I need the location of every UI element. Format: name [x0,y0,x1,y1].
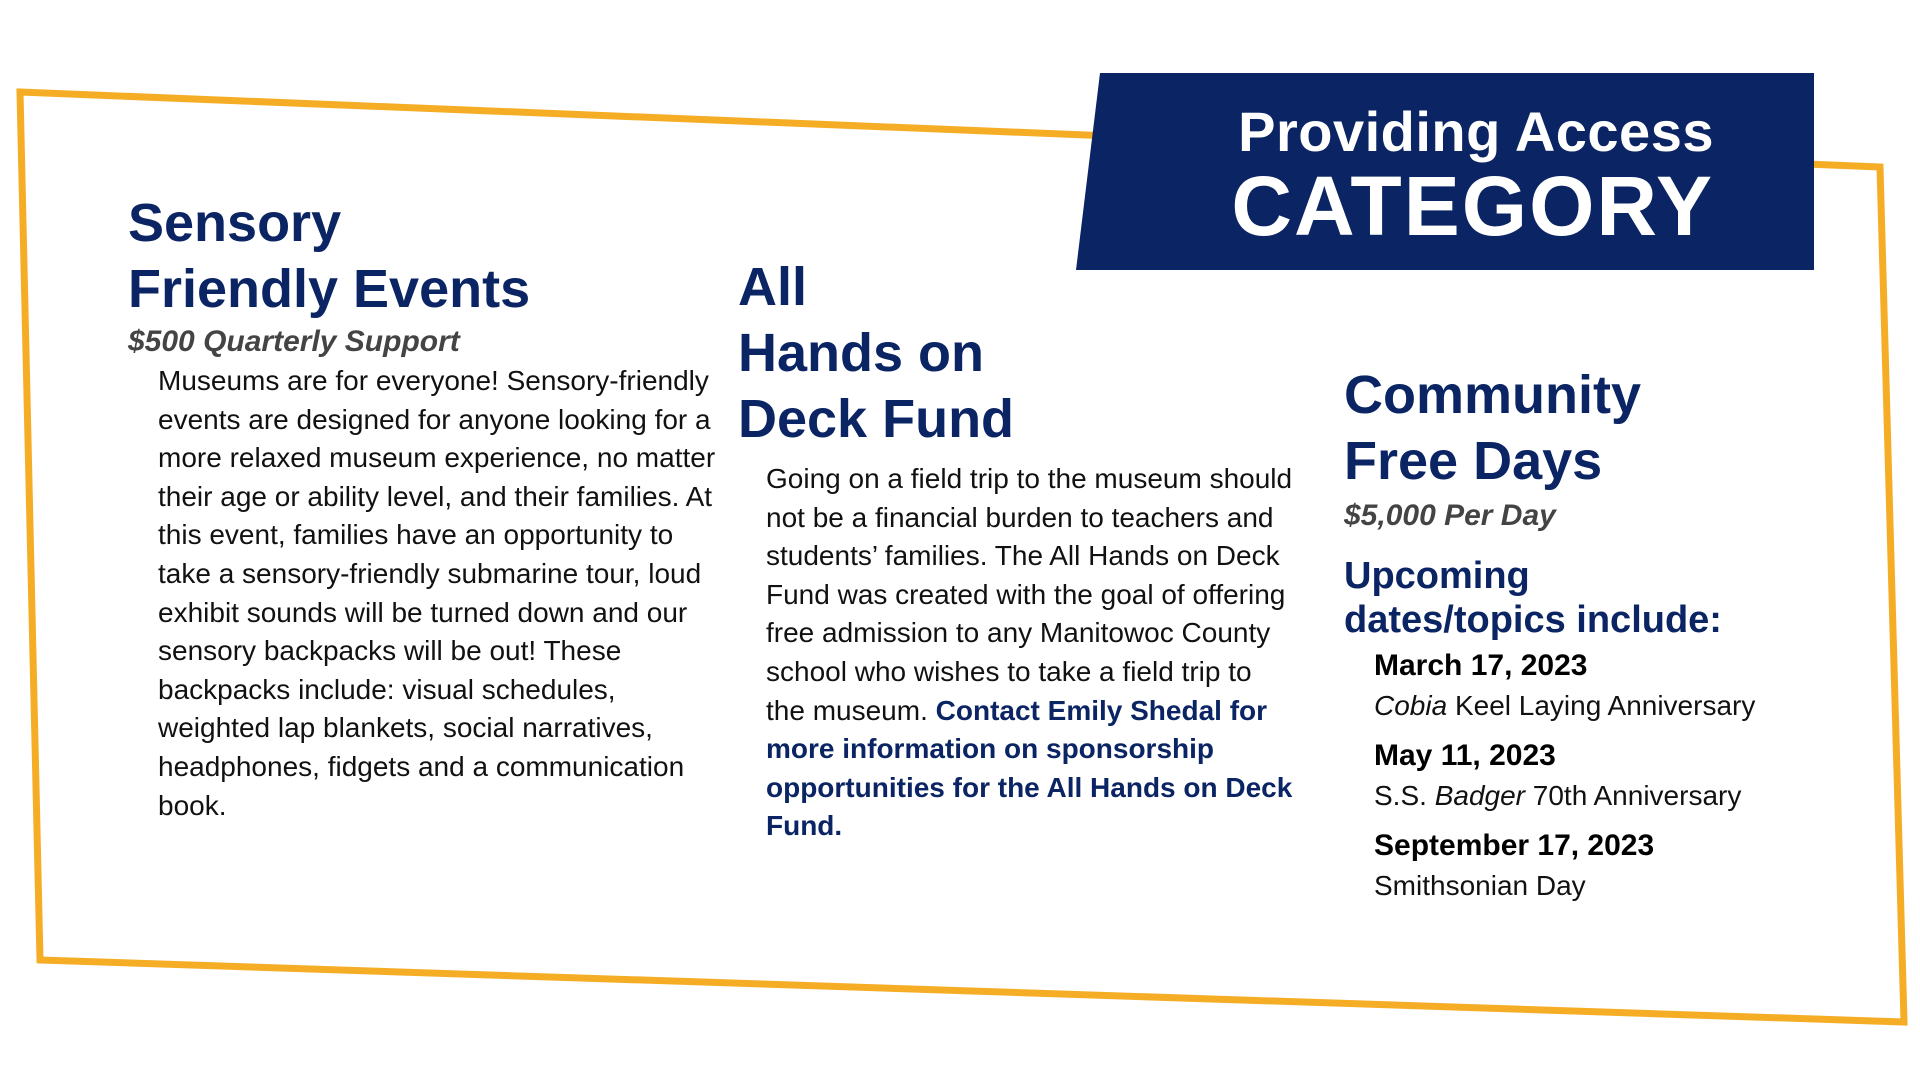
event-topic-rest: 70th Anniversary [1525,780,1742,811]
event-list [1374,646,1804,906]
all-hands-description [766,460,1296,846]
event-date: September 17, 2023 [1374,829,1655,862]
event-date: March 17, 2023 [1374,649,1588,682]
event-topic-prefix: S.S. [1374,780,1435,811]
community-days-section [1344,362,1804,916]
contact-link[interactable]: Contact Emily Shedal for more information on sponsorship opportunities for the All Hands on Deck Fund. [766,694,1293,842]
event-topic [1374,686,1804,726]
all-hands-title-line2: Hands on [738,323,985,383]
all-hands-section [738,254,1298,846]
sensory-title [128,190,728,322]
event-date: May 11, 2023 [1374,739,1556,772]
event-topic [1374,776,1804,816]
sensory-title-line2: Friendly Events [128,259,531,319]
upcoming-line1: Upcoming [1344,555,1530,597]
event-topic-italic: Cobia [1374,690,1448,721]
event-topic-italic: Badger [1434,780,1525,811]
upcoming-heading [1344,554,1804,642]
event-item [1374,736,1804,816]
event-topic: Smithsonian Day [1374,870,1586,901]
community-title [1344,362,1804,494]
event-item [1374,646,1804,726]
sensory-events-section [128,190,728,825]
event-item [1374,826,1804,906]
all-hands-title-line1: All [738,257,808,317]
community-price: $5,000 Per Day [1344,499,1556,532]
banner-category: CATEGORY [1231,159,1714,253]
event-topic-rest: Keel Laying Anniversary [1447,690,1756,721]
sensory-description: Museums are for everyone! Sensory-friendly events are designed for anyone looking for a more relaxed museum experience, no matter their age or ability level, and their families. At this event, families have an opportunity to take a sensory-friendly submarine tour, loud exhibit sounds will be turned down and our sensory backpacks will be out! These backpacks include: visual schedules, weighted lap blankets, social narratives, headphones, fidgets and a communication book. [158,365,716,821]
all-hands-body: Going on a field trip to the museum should not be a financial burden to teachers and students’ families. The All Hands on Deck Fund was created with the goal of offering free admission to any Manitowoc County school who wishes to take a field trip to the museum. [766,463,1293,726]
sensory-price: $500 Quarterly Support [128,325,460,358]
all-hands-title-line3: Deck Fund [738,389,1015,449]
banner-heading: Providing Access [1238,100,1714,163]
upcoming-line2: dates/topics include: [1344,599,1722,641]
community-title-line2: Free Days [1344,431,1603,491]
all-hands-title [738,254,1298,452]
category-banner [1094,100,1714,253]
sensory-title-line1: Sensory [128,193,342,253]
community-title-line1: Community [1344,365,1641,425]
